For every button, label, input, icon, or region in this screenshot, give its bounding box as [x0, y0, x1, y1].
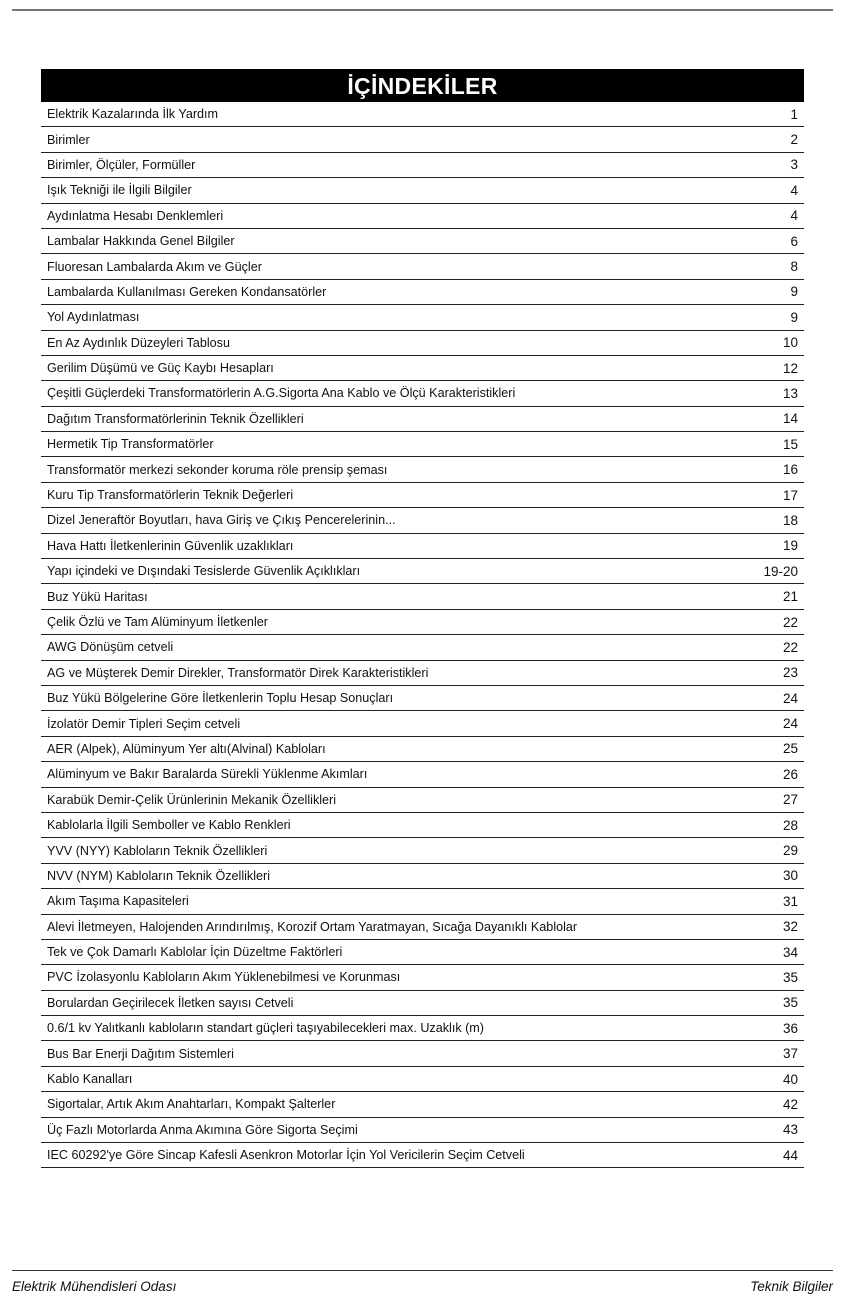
- toc-entry-page-number: 18: [782, 512, 798, 528]
- toc-entry[interactable]: [41, 1041, 804, 1066]
- toc-entry-title: Üç Fazlı Motorlarda Anma Akımına Göre Sigorta Seçimi: [47, 1122, 358, 1137]
- toc-entry-page-number: 28: [782, 817, 798, 833]
- toc-entry-page-number: 24: [782, 716, 798, 732]
- toc-entry-page-number: 4: [790, 208, 798, 224]
- toc-entry-page-number: 36: [782, 1020, 798, 1036]
- toc-entry[interactable]: [41, 381, 804, 406]
- toc-entry[interactable]: [41, 254, 804, 279]
- toc-entry-page-number: 26: [782, 766, 798, 782]
- toc-entry-title: Alüminyum ve Bakır Baralarda Sürekli Yüklenme Akımları: [47, 767, 368, 782]
- toc-entry-title: Borulardan Geçirilecek İletken sayısı Cetveli: [47, 995, 294, 1010]
- toc-entry[interactable]: [41, 788, 804, 813]
- toc-entry-title: Çeşitli Güçlerdeki Transformatörlerin A.G.Sigorta Ana Kablo ve Ölçü Karakteristikleri: [47, 386, 516, 401]
- toc-entry-page-number: 22: [782, 639, 798, 655]
- toc-entry[interactable]: [41, 457, 804, 482]
- toc-entry-title: Gerilim Düşümü ve Güç Kaybı Hesapları: [47, 361, 274, 376]
- toc-entry-page-number: 17: [782, 487, 798, 503]
- toc-entry-page-number: 21: [782, 589, 798, 605]
- toc-entry[interactable]: [41, 178, 804, 203]
- toc-entry[interactable]: [41, 661, 804, 686]
- toc-entry-title: Buz Yükü Bölgelerine Göre İletkenlerin Toplu Hesap Sonuçları: [47, 691, 394, 706]
- toc-entry[interactable]: [41, 889, 804, 914]
- toc-entry[interactable]: [41, 1016, 804, 1041]
- toc-entry-page-number: 10: [782, 335, 798, 351]
- toc-entry[interactable]: [41, 534, 804, 559]
- toc-entry-title: Lambalar Hakkında Genel Bilgiler: [47, 234, 235, 249]
- toc-entry-page-number: 31: [782, 893, 798, 909]
- toc-entry-title: Birimler: [47, 132, 90, 147]
- toc-entry-title: Kablolarla İlgili Semboller ve Kablo Renkleri: [47, 818, 291, 833]
- toc-entry-title: Tek ve Çok Damarlı Kablolar İçin Düzeltme Faktörleri: [47, 945, 343, 960]
- toc-entry[interactable]: [41, 1092, 804, 1117]
- table-of-contents: [41, 69, 804, 1168]
- footer-section-title: Teknik Bilgiler: [750, 1279, 833, 1294]
- toc-entry[interactable]: [41, 204, 804, 229]
- toc-entry-title: Elektrik Kazalarında İlk Yardım: [47, 107, 219, 122]
- toc-entry-page-number: 42: [782, 1096, 798, 1112]
- toc-entry[interactable]: [41, 1143, 804, 1168]
- toc-entry-page-number: 37: [782, 1046, 798, 1062]
- toc-entry[interactable]: [41, 915, 804, 940]
- toc-entry-page-number: 23: [782, 665, 798, 681]
- toc-entry-title: NVV (NYM) Kabloların Teknik Özellikleri: [47, 868, 271, 883]
- page-title: İÇİNDEKİLER: [41, 69, 804, 102]
- toc-entry[interactable]: [41, 864, 804, 889]
- toc-entry[interactable]: [41, 331, 804, 356]
- toc-entry[interactable]: [41, 102, 804, 127]
- footer-publisher: Elektrik Mühendisleri Odası: [12, 1279, 177, 1294]
- toc-entry-page-number: 25: [782, 741, 798, 757]
- toc-entry-title: Karabük Demir-Çelik Ürünlerinin Mekanik Özellikleri: [47, 792, 337, 807]
- toc-entry[interactable]: [41, 762, 804, 787]
- toc-entry[interactable]: [41, 280, 804, 305]
- toc-entry[interactable]: [41, 305, 804, 330]
- toc-entry-page-number: 24: [782, 690, 798, 706]
- toc-entry-title: İzolatör Demir Tipleri Seçim cetveli: [47, 716, 241, 731]
- toc-entry-title: Hava Hattı İletkenlerinin Güvenlik uzaklıkları: [47, 538, 294, 553]
- toc-entry[interactable]: [41, 838, 804, 863]
- toc-entry[interactable]: [41, 610, 804, 635]
- toc-entry-title: Kablo Kanalları: [47, 1072, 133, 1087]
- toc-entry-title: IEC 60292'ye Göre Sincap Kafesli Asenkron Motorlar İçin Yol Vericilerin Seçim Cetveli: [47, 1148, 525, 1163]
- toc-entry[interactable]: [41, 711, 804, 736]
- toc-entry-page-number: 12: [782, 360, 798, 376]
- toc-entry-page-number: 8: [790, 259, 798, 275]
- toc-entry-title: En Az Aydınlık Düzeyleri Tablosu: [47, 335, 230, 350]
- toc-entry-page-number: 43: [782, 1122, 798, 1138]
- toc-entry[interactable]: [41, 559, 804, 584]
- toc-entry-title: Lambalarda Kullanılması Gereken Kondansatörler: [47, 284, 327, 299]
- toc-entry[interactable]: [41, 635, 804, 660]
- toc-entry-title: Dizel Jeneraftör Boyutları, hava Giriş ve Çıkış Pencerelerinin...: [47, 513, 396, 528]
- toc-entry-page-number: 19: [782, 538, 798, 554]
- toc-entry-title: Hermetik Tip Transformatörler: [47, 437, 214, 452]
- toc-entry-page-number: 35: [782, 995, 798, 1011]
- toc-entry[interactable]: [41, 584, 804, 609]
- top-divider: [12, 9, 833, 11]
- toc-entry-page-number: 27: [782, 792, 798, 808]
- toc-entry-title: AER (Alpek), Alüminyum Yer altı(Alvinal) Kabloları: [47, 741, 326, 756]
- toc-entry-title: Dağıtım Transformatörlerinin Teknik Özellikleri: [47, 411, 304, 426]
- toc-entry-page-number: 32: [782, 919, 798, 935]
- toc-entry-title: Işık Tekniği ile İlgili Bilgiler: [47, 183, 192, 198]
- toc-entry-page-number: 44: [782, 1147, 798, 1163]
- toc-entry[interactable]: [41, 813, 804, 838]
- toc-entry-page-number: 13: [782, 385, 798, 401]
- toc-entry-page-number: 9: [790, 284, 798, 300]
- toc-entry[interactable]: [41, 229, 804, 254]
- toc-entry[interactable]: [41, 153, 804, 178]
- toc-entry-title: Transformatör merkezi sekonder koruma röle prensip şeması: [47, 462, 388, 477]
- toc-entry[interactable]: [41, 991, 804, 1016]
- toc-entry-page-number: 19-20: [763, 563, 798, 579]
- toc-entry-page-number: 35: [782, 969, 798, 985]
- toc-entry-page-number: 4: [790, 182, 798, 198]
- toc-entry[interactable]: [41, 1118, 804, 1143]
- toc-entry-page-number: 15: [782, 436, 798, 452]
- toc-entry-title: Yapı içindeki ve Dışındaki Tesislerde Güvenlik Açıklıkları: [47, 564, 361, 579]
- toc-entry-page-number: 34: [782, 944, 798, 960]
- toc-entry-page-number: 6: [790, 233, 798, 249]
- toc-entry-title: AWG Dönüşüm cetveli: [47, 640, 174, 655]
- toc-entry[interactable]: [41, 356, 804, 381]
- toc-entry[interactable]: [41, 737, 804, 762]
- toc-entry-title: Aydınlatma Hesabı Denklemleri: [47, 208, 224, 223]
- toc-entry-page-number: 40: [782, 1071, 798, 1087]
- toc-entry[interactable]: [41, 483, 804, 508]
- toc-entry-page-number: 16: [782, 462, 798, 478]
- toc-entry[interactable]: [41, 407, 804, 432]
- toc-entry-title: Birimler, Ölçüler, Formüller: [47, 157, 196, 172]
- toc-entry[interactable]: [41, 1067, 804, 1092]
- toc-entry[interactable]: [41, 127, 804, 152]
- toc-entry-title: AG ve Müşterek Demir Direkler, Transformatör Direk Karakteristikleri: [47, 665, 429, 680]
- toc-entry-title: YVV (NYY) Kabloların Teknik Özellikleri: [47, 843, 268, 858]
- toc-entry-title: Akım Taşıma Kapasiteleri: [47, 894, 189, 909]
- toc-entry[interactable]: [41, 432, 804, 457]
- toc-entry-page-number: 14: [782, 411, 798, 427]
- toc-entry-page-number: 22: [782, 614, 798, 630]
- toc-list: [41, 102, 804, 1168]
- toc-entry-page-number: 2: [790, 132, 798, 148]
- toc-entry-title: Kuru Tip Transformatörlerin Teknik Değerleri: [47, 488, 294, 503]
- toc-entry[interactable]: [41, 940, 804, 965]
- toc-entry-title: Bus Bar Enerji Dağıtım Sistemleri: [47, 1046, 234, 1061]
- footer-divider: [12, 1270, 833, 1271]
- toc-entry-title: Çelik Özlü ve Tam Alüminyum İletkenler: [47, 615, 268, 629]
- toc-entry-title: Yol Aydınlatması: [47, 310, 140, 325]
- toc-entry-title: 0.6/1 kv Yalıtkanlı kabloların standart güçleri taşıyabilecekleri max. Uzaklık (m): [47, 1021, 484, 1036]
- toc-entry-title: Alevi İletmeyen, Halojenden Arındırılmış, Korozif Ortam Yaratmayan, Sıcağa Dayanıklı Kablolar: [47, 919, 578, 934]
- toc-entry-title: PVC İzolasyonlu Kabloların Akım Yüklenebilmesi ve Korunması: [47, 970, 401, 985]
- toc-entry-title: Buz Yükü Haritası: [47, 589, 148, 604]
- toc-entry-page-number: 29: [782, 843, 798, 859]
- toc-entry[interactable]: [41, 686, 804, 711]
- toc-entry-title: Sigortalar, Artık Akım Anahtarları, Kompakt Şalterler: [47, 1097, 336, 1112]
- toc-entry[interactable]: [41, 508, 804, 533]
- toc-entry-page-number: 30: [782, 868, 798, 884]
- toc-entry[interactable]: [41, 965, 804, 990]
- toc-entry-page-number: 3: [790, 157, 798, 173]
- toc-entry-page-number: 9: [790, 309, 798, 325]
- toc-entry-title: Fluoresan Lambalarda Akım ve Güçler: [47, 259, 262, 274]
- toc-entry-page-number: 1: [790, 106, 798, 122]
